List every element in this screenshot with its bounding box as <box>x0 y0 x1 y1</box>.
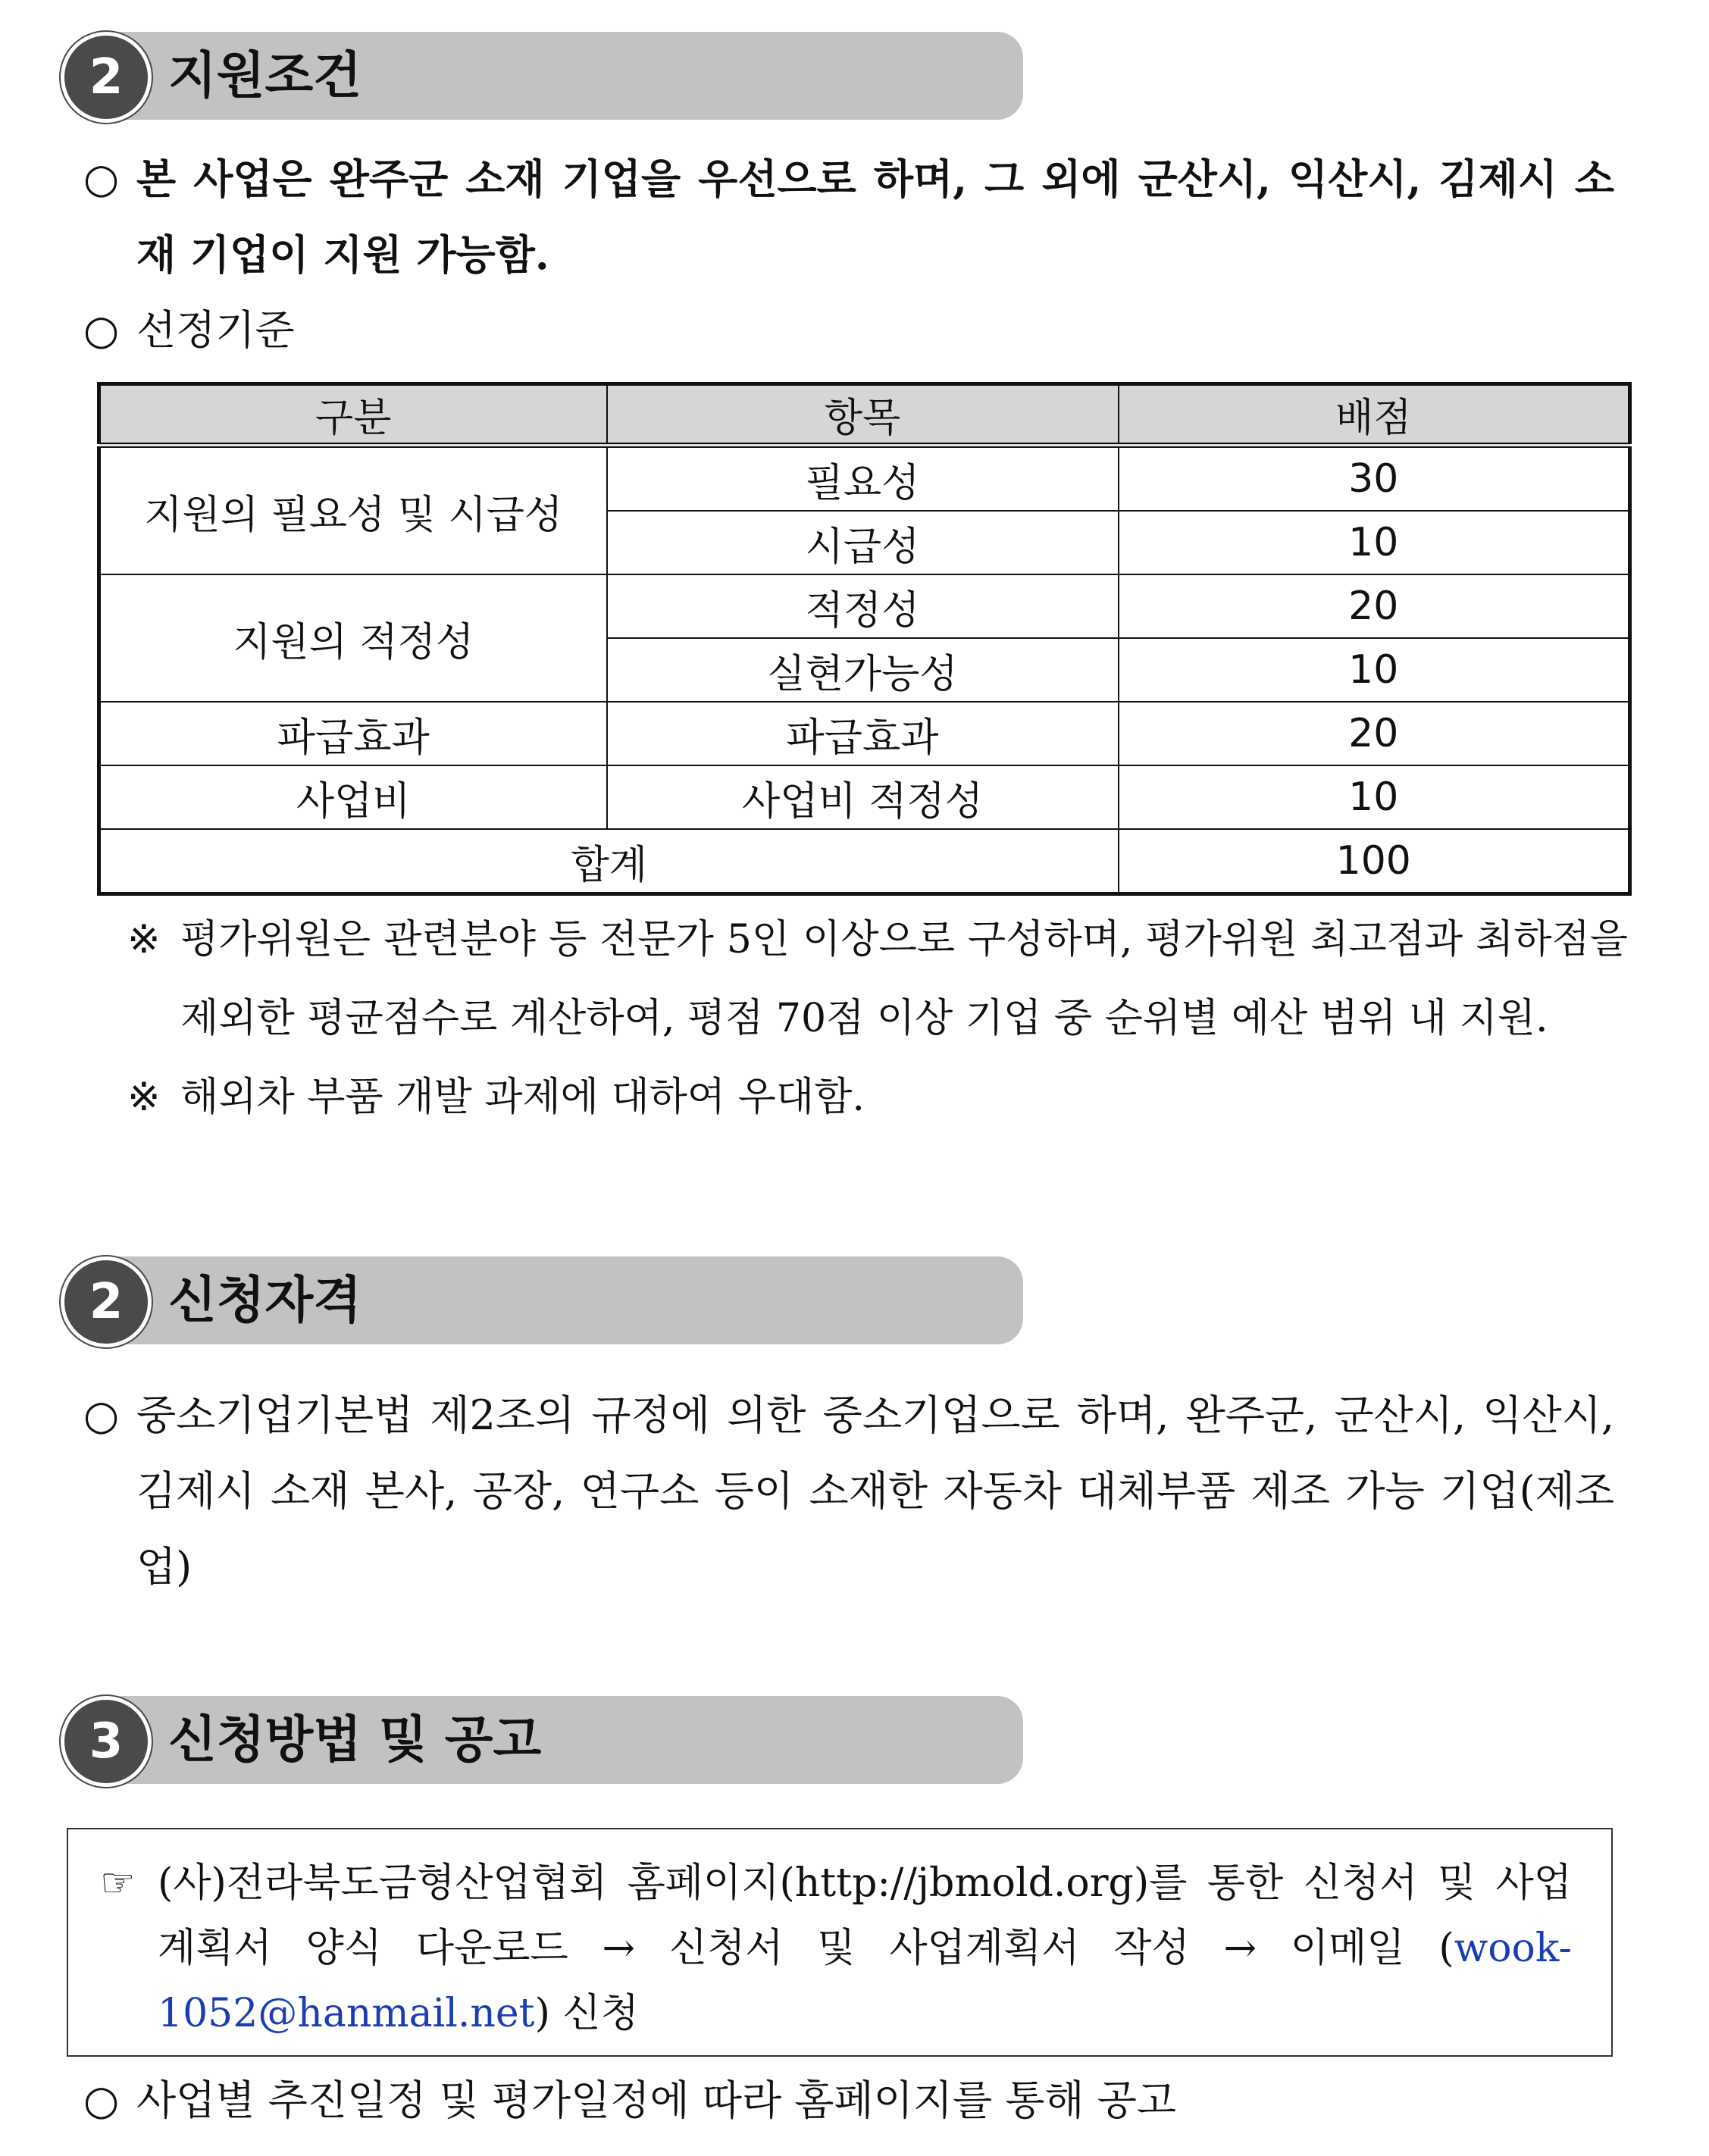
section-title: 신청자격 <box>168 1271 362 1329</box>
category-cell: 지원의 적정성 <box>99 574 607 702</box>
table-total-row <box>99 829 1630 894</box>
category-cell: 파급효과 <box>99 702 607 765</box>
score-cell: 10 <box>1119 765 1630 829</box>
reference-mark-icon: ※ <box>127 917 161 962</box>
bullet-circle-icon: ○ <box>83 2076 120 2124</box>
bullet-circle-icon: ○ <box>83 306 120 354</box>
total-score-cell: 100 <box>1119 829 1630 894</box>
eligibility-paragraph <box>83 1378 1614 1605</box>
contact-email-link[interactable]: wook-1052@hanmail.net <box>158 1926 1572 2036</box>
evaluation-note <box>127 900 1628 1058</box>
section-title: 신청방법 및 공고 <box>168 1710 542 1769</box>
table-row <box>99 574 1630 638</box>
procedure-text-after: ) 신청 <box>534 1991 639 2036</box>
item-cell: 파급효과 <box>607 702 1119 765</box>
total-label-cell: 합계 <box>99 829 1119 894</box>
bullet-circle-icon: ○ <box>83 155 120 202</box>
selection-criteria-paragraph <box>83 293 1614 368</box>
section-header-eligibility <box>61 1256 1023 1344</box>
score-cell: 30 <box>1119 446 1630 512</box>
eligibility-text: 중소기업기본법 제2조의 규정에 의한 중소기업으로 하며, 완주군, 군산시, 익산시, 김제시 소재 본사, 공장, 연구소 등이 소재한 자동차 대체부품 제조 가능 기업(제조업) <box>136 1391 1614 1591</box>
procedure-text-before: (사)전라북도금형산업협회 홈페이지(http://jbmold.org)를 통한 신청서 및 사업계획서 양식 다운로드 → 신청서 및 사업계획서 작성 → 이메일 ( <box>158 1860 1572 1971</box>
section-number-badge: 2 <box>61 32 152 123</box>
item-cell: 적정성 <box>607 574 1119 638</box>
application-procedure-text <box>158 1851 1572 2046</box>
support-region-text: 본 사업은 완주군 소재 기업을 우선으로 하며, 그 외에 군산시, 익산시, 김제시 소재 기업이 지원 가능함. <box>136 155 1614 279</box>
category-cell: 사업비 <box>99 765 607 829</box>
table-row <box>99 702 1630 765</box>
bullet-circle-icon: ○ <box>83 1391 120 1439</box>
score-cell: 10 <box>1119 638 1630 702</box>
preference-note-text: 해외차 부품 개발 과제에 대하여 우대함. <box>180 1075 865 1120</box>
score-cell: 20 <box>1119 574 1630 638</box>
item-cell: 사업비 적정성 <box>607 765 1119 829</box>
pointing-hand-icon: ☞ <box>100 1860 136 1906</box>
application-procedure-box <box>67 1828 1613 2057</box>
section-number-badge: 3 <box>61 1696 152 1787</box>
section-title: 지원조건 <box>168 46 362 105</box>
preference-note <box>127 1058 1628 1137</box>
item-cell: 필요성 <box>607 446 1119 512</box>
evaluation-note-text: 평가위원은 관련분야 등 전문가 5인 이상으로 구성하며, 평가위원 최고점과 최하점을 제외한 평균점수로 계산하여, 평점 70점 이상 기업 중 순위별 예산 범위 내 지원. <box>180 917 1628 1041</box>
column-header-item: 항목 <box>607 384 1119 446</box>
reference-mark-icon: ※ <box>127 1075 161 1120</box>
item-cell: 시급성 <box>607 511 1119 574</box>
table-header-row <box>99 384 1630 446</box>
item-cell: 실현가능성 <box>607 638 1119 702</box>
column-header-score: 배점 <box>1119 384 1630 446</box>
selection-criteria-table <box>97 382 1632 896</box>
table-row <box>99 446 1630 512</box>
score-cell: 20 <box>1119 702 1630 765</box>
support-region-paragraph <box>83 141 1614 293</box>
section-number-badge: 2 <box>61 1256 152 1347</box>
section-header-application-method <box>61 1696 1023 1784</box>
section-header-support-conditions <box>61 32 1023 120</box>
table-row <box>99 765 1630 829</box>
announcement-paragraph <box>83 2063 1614 2139</box>
column-header-category: 구분 <box>99 384 607 446</box>
selection-criteria-label: 선정기준 <box>136 306 295 354</box>
announcement-text: 사업별 추진일정 및 평가일정에 따라 홈페이지를 통해 공고 <box>136 2076 1177 2124</box>
category-cell: 지원의 필요성 및 시급성 <box>99 446 607 575</box>
score-cell: 10 <box>1119 511 1630 574</box>
